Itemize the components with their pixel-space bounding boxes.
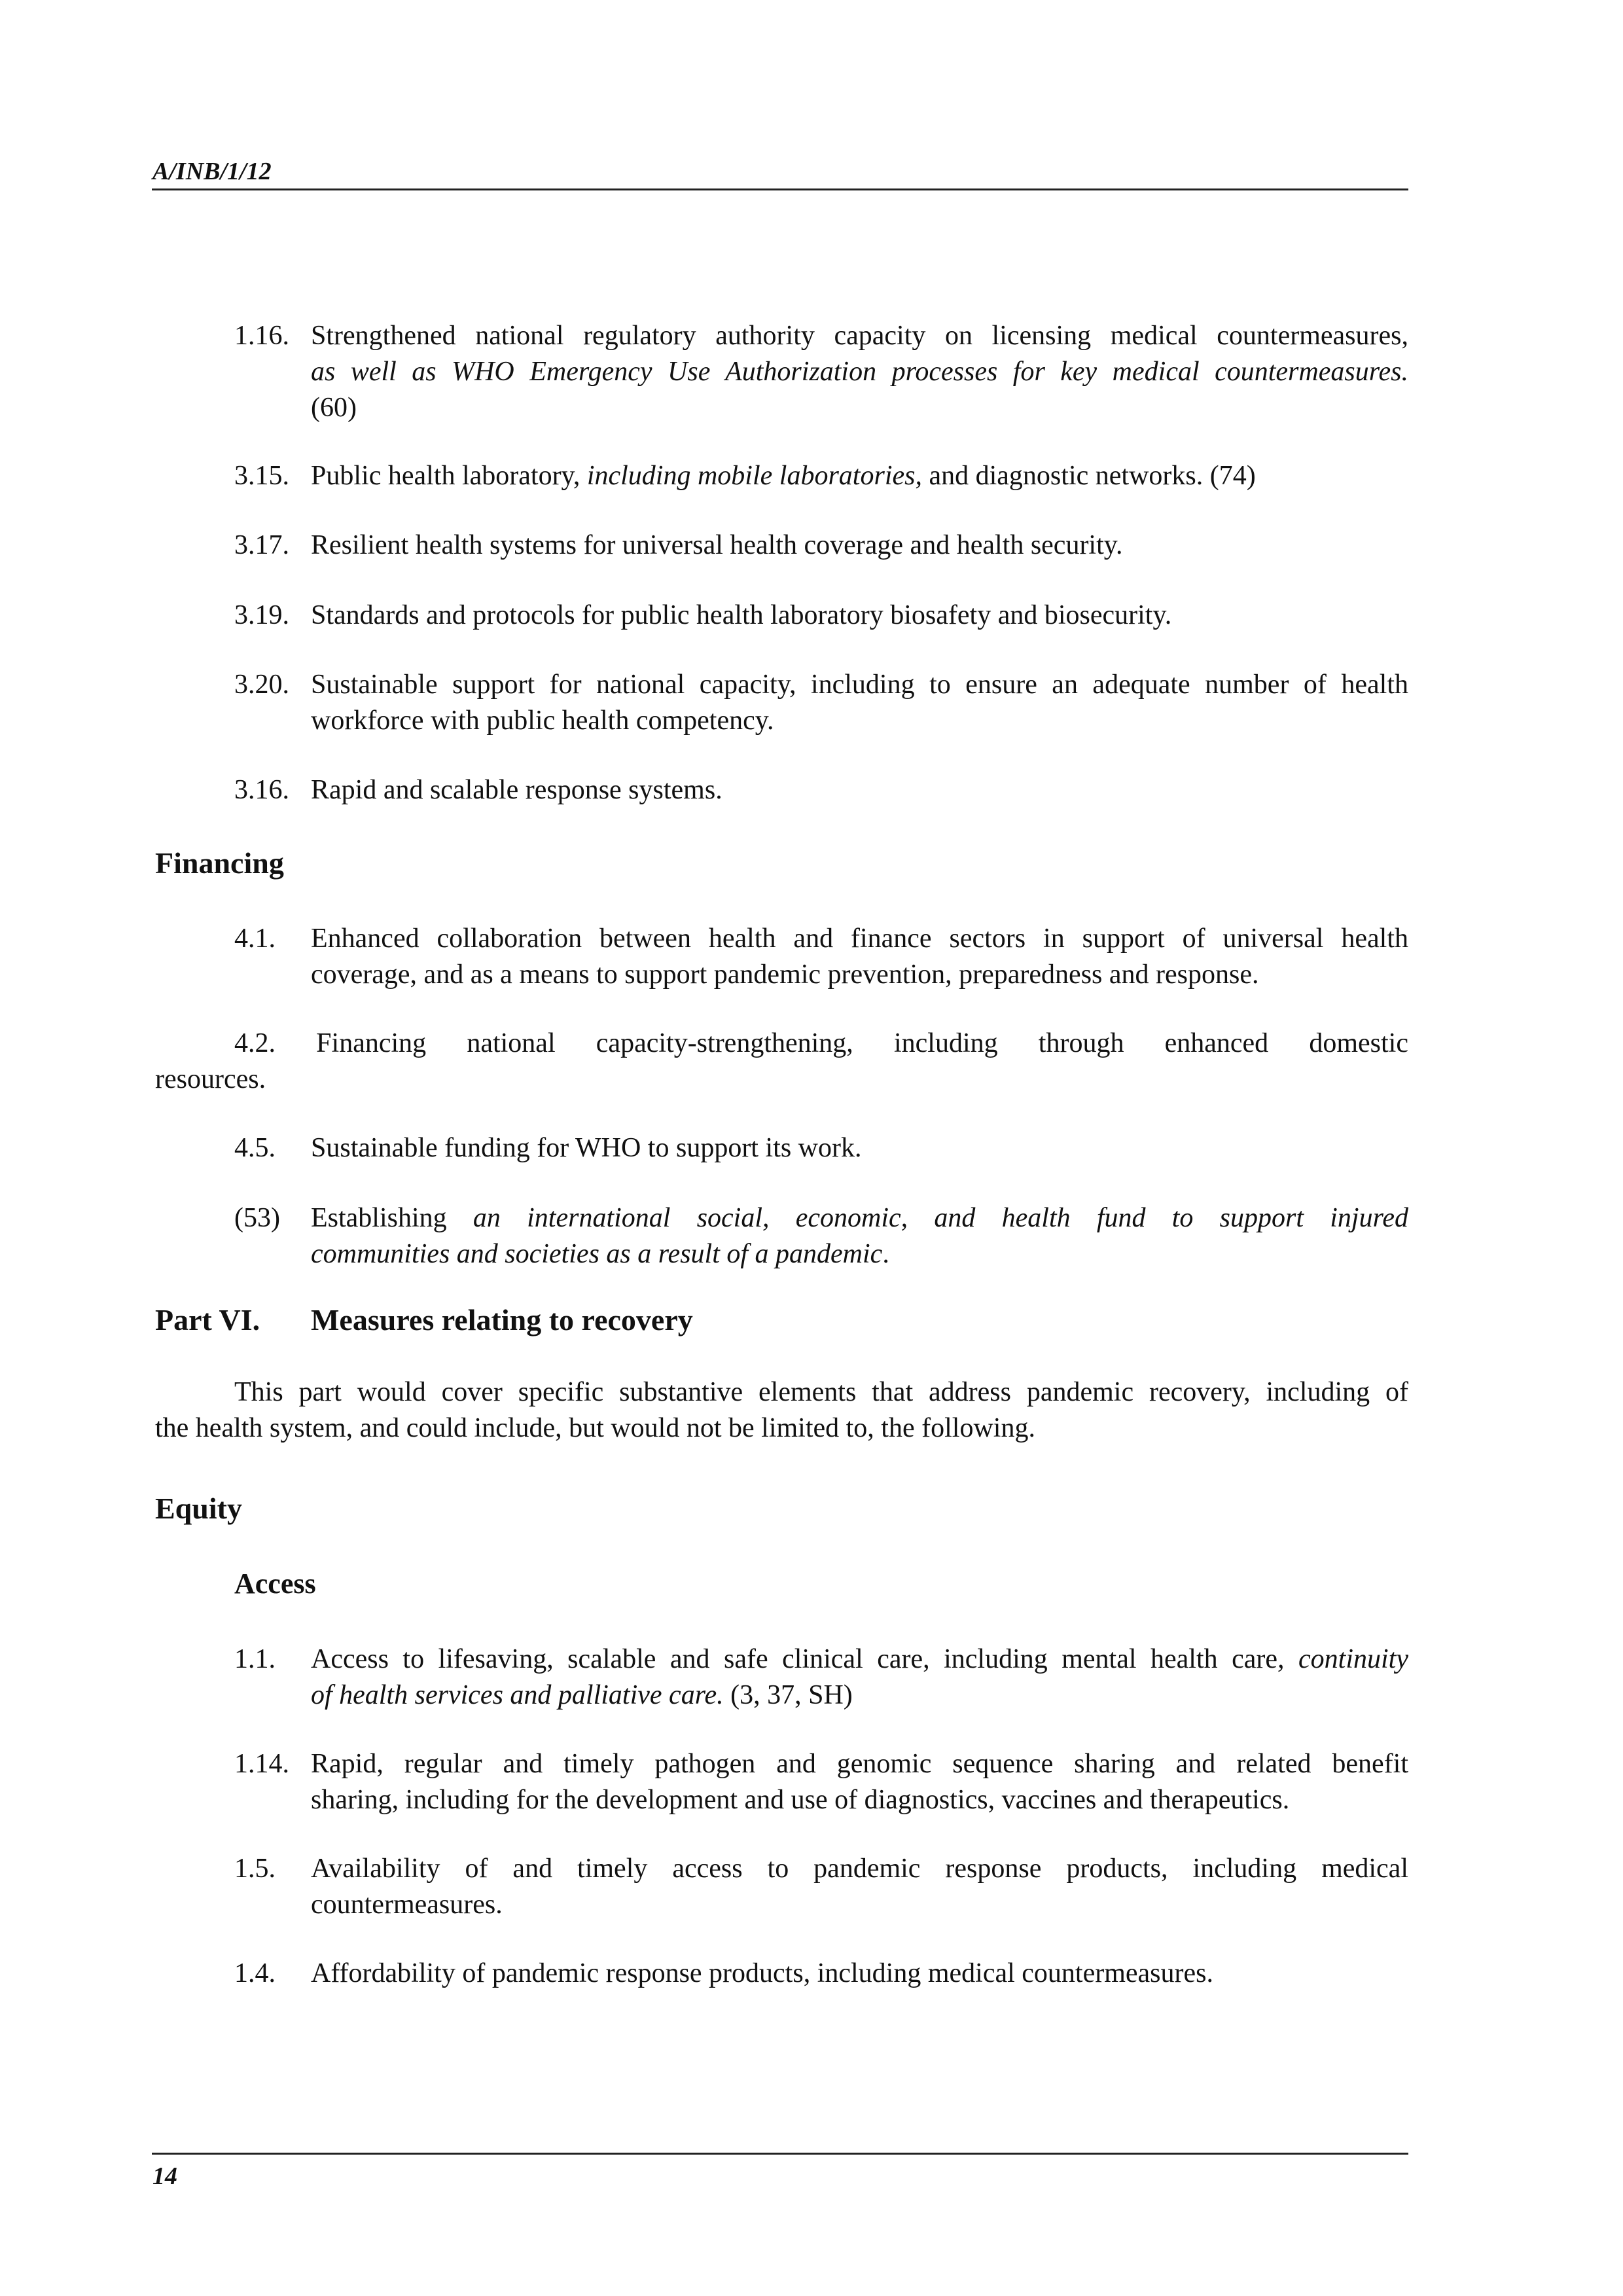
item-text-emphasis: an international social, economic, and health fund to support injured (473, 1203, 1408, 1233)
item-text: Sustainable funding for WHO to support its work. (311, 1133, 862, 1163)
item-text-line: Strengthened national regulatory authority capacity on licensing medical countermeasures, (311, 321, 1408, 351)
item-text: . (882, 1239, 889, 1269)
item-number: 1.4. (234, 1958, 276, 1988)
item-text-emphasis: , continuity (1277, 1644, 1408, 1674)
item-text-line: Availability of and timely access to pandemic response products, including medical (311, 1854, 1408, 1884)
item-number: 1.1. (234, 1644, 276, 1674)
item-text: Resilient health systems for universal health coverage and health security. (311, 530, 1123, 560)
list-item (234, 458, 1408, 494)
item-text-line: workforce with public health competency. (311, 706, 774, 736)
item-number: 4.1. (234, 924, 276, 954)
list-item (234, 667, 1408, 739)
item-number: (53) (234, 1203, 280, 1233)
list-item (234, 1641, 1408, 1713)
list-item (234, 1746, 1408, 1818)
header-rule (152, 188, 1408, 190)
page-number: 14 (152, 2162, 177, 2190)
item-text-line: Sustainable support for national capacity, including to ensure an adequate number of health (311, 670, 1408, 700)
item-text-line: as well as WHO Emergency Use Authorization processes for key medical countermeasures. (311, 357, 1408, 387)
list-item (234, 528, 1408, 564)
intro-paragraph (155, 1374, 1408, 1446)
item-text: Establishing (311, 1203, 473, 1233)
item-text: Access to lifesaving, scalable and safe clinical care, including mental health care (311, 1644, 1278, 1674)
item-number: 3.19. (234, 600, 289, 630)
list-item (234, 1130, 1408, 1166)
item-number: 3.15. (234, 461, 289, 491)
part-title: Measures relating to recovery (311, 1303, 693, 1336)
subheading-access: Access (234, 1568, 316, 1600)
document-symbol: A/INB/1/12 (152, 158, 272, 185)
paragraph-line: the health system, and could include, but would not be limited to, the following. (155, 1413, 1035, 1443)
item-text: Affordability of pandemic response products, including medical countermeasures. (311, 1958, 1213, 1988)
item-text-emphasis: of health services and palliative care. (311, 1680, 724, 1710)
item-text-line: coverage, and as a means to support pandemic prevention, preparedness and response. (311, 960, 1259, 990)
item-text-line: (60) (311, 393, 357, 423)
part-number: Part VI. (155, 1303, 260, 1336)
section-heading-financing: Financing (155, 846, 284, 880)
list-item (234, 1200, 1408, 1272)
list-item (234, 318, 1408, 426)
item-text-line: Rapid, regular and timely pathogen and genomic sequence sharing and related benefit (311, 1749, 1408, 1779)
section-heading-equity: Equity (155, 1492, 242, 1525)
item-number: 1.14. (234, 1749, 289, 1779)
item-number: 3.16. (234, 775, 289, 805)
item-text-emphasis: communities and societies as a result of a pandemic (311, 1239, 883, 1269)
list-item (234, 1851, 1408, 1923)
item-text: Rapid and scalable response systems. (311, 775, 722, 805)
item-text: and diagnostic networks. (74) (921, 461, 1256, 491)
item-text: Standards and protocols for public health laboratory biosafety and biosecurity. (311, 600, 1172, 630)
footer-rule (152, 2153, 1408, 2155)
item-text-line: resources. (155, 1064, 266, 1094)
item-text-emphasis: including mobile laboratories, (586, 461, 922, 491)
item-number: 3.17. (234, 530, 289, 560)
item-text: (3, 37, SH) (723, 1680, 853, 1710)
list-item (234, 921, 1408, 993)
list-item (234, 598, 1408, 634)
item-number: 1.5. (234, 1854, 276, 1884)
item-text: Public health laboratory, (311, 461, 587, 491)
item-number: 4.5. (234, 1133, 276, 1163)
list-item (234, 1956, 1408, 1992)
item-number: 1.16. (234, 321, 289, 351)
paragraph-line: This part would cover specific substantive elements that address pandemic recovery, including of (234, 1377, 1408, 1407)
item-text-line: Enhanced collaboration between health and finance sectors in support of universal health (311, 924, 1408, 954)
item-text-line: sharing, including for the development and use of diagnostics, vaccines and therapeutics. (311, 1785, 1290, 1815)
item-text-line: countermeasures. (311, 1890, 503, 1920)
item-number: 3.20. (234, 670, 289, 700)
item-text-line: 4.2. Financing national capacity-strengthening, including through enhanced domestic (234, 1028, 1408, 1058)
list-item (234, 772, 1408, 808)
item-continuation (155, 1062, 1408, 1098)
